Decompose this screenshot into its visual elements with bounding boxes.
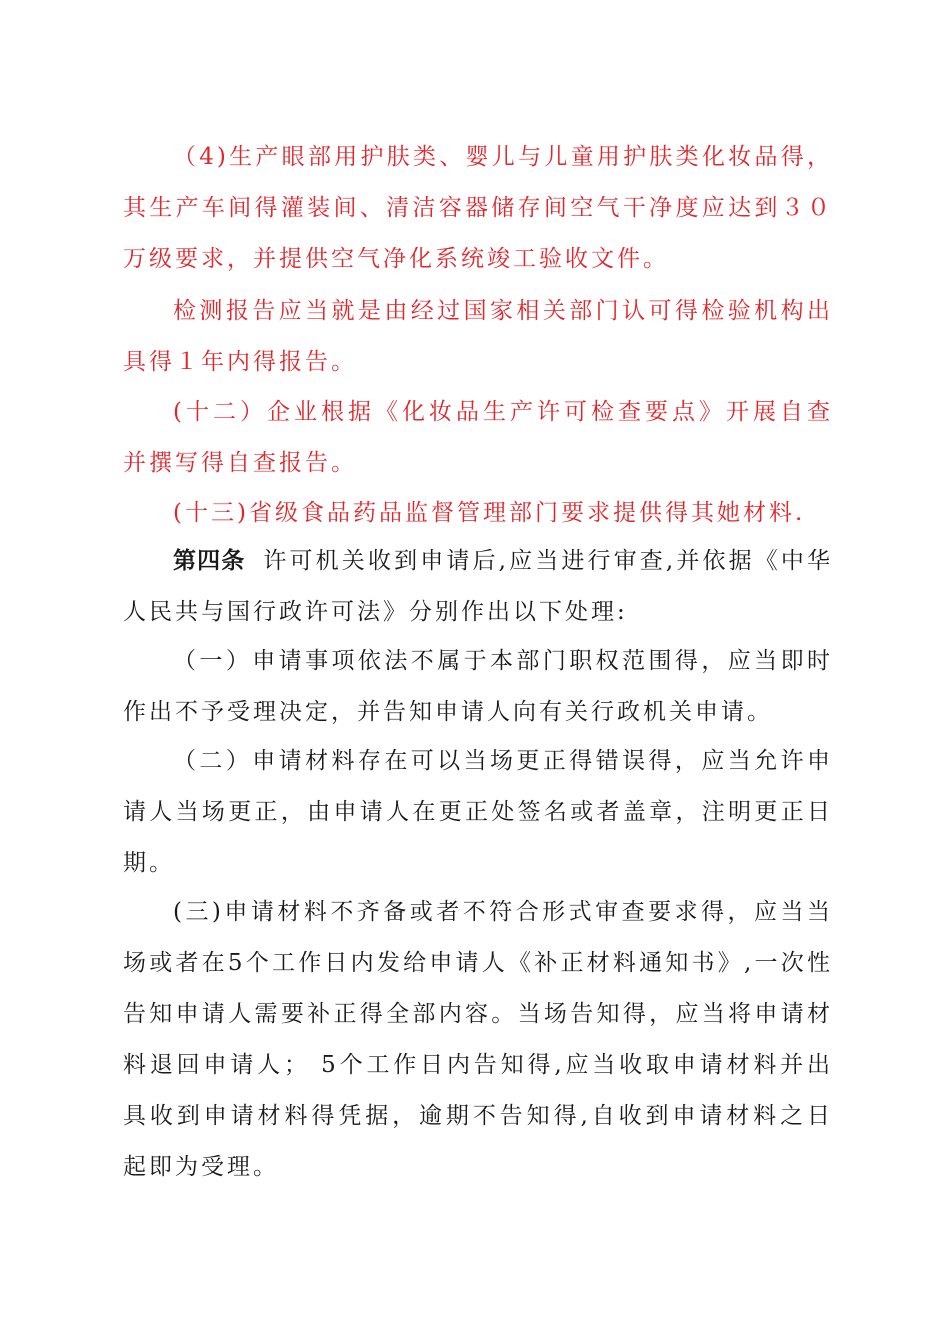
paragraph-text: (十二）企业根据《化妆品生产许可检查要点》开展自查并撰写得自查报告。 — [123, 399, 833, 476]
paragraph-article-4 — [123, 535, 833, 638]
paragraph-item-4-cleanliness — [123, 132, 833, 285]
paragraph-text: 检测报告应当就是由经过国家相关部门认可得检验机构出具得１年内得报告。 — [123, 298, 833, 375]
paragraph-item-1-not-accepted — [123, 636, 833, 738]
paragraph-item-13-other-materials — [123, 488, 833, 539]
paragraph-item-12-self-check — [123, 387, 833, 489]
paragraph-text: 许可机关收到申请后,应当进行审查,并依据《中华人民共与国行政许可法》分别作出以下处理: — [123, 548, 833, 625]
paragraph-item-3-supplement — [123, 887, 833, 1193]
paragraph-text: （二）申请材料存在可以当场更正得错误得，应当允许申请人当场更正，由申请人在更正处签名或者盖章，注明更正日期。 — [123, 748, 833, 876]
paragraph-test-report — [123, 286, 833, 388]
article-heading: 第四条 — [173, 547, 246, 574]
paragraph-text: （4)生产眼部用护肤类、婴儿与儿童用护肤类化妆品得，其生产车间得灌装间、清洁容器储存间空气干净度应达到３０万级要求，并提供空气净化系统竣工验收文件。 — [123, 144, 833, 272]
paragraph-text: （一）申请事项依法不属于本部门职权范围得，应当即时作出不予受理决定，并告知申请人向有关行政机关申请。 — [123, 648, 833, 725]
paragraph-text: (三)申请材料不齐备或者不符合形式审查要求得，应当当场或者在5个工作日内发给申请人《补正材料通知书》,一次性告知申请人需要补正得全部内容。当场告知得，应当将申请材料退回申请人； 5个工作日内告知得,应当收取申请材料并出具收到申请材料得凭据，逾期不告知得,自收到申请材料之日起即为受理。 — [123, 899, 833, 1180]
paragraph-item-2-correction — [123, 736, 833, 889]
paragraph-text: (十三)省级食品药品监督管理部门要求提供得其她材料. — [173, 500, 806, 526]
